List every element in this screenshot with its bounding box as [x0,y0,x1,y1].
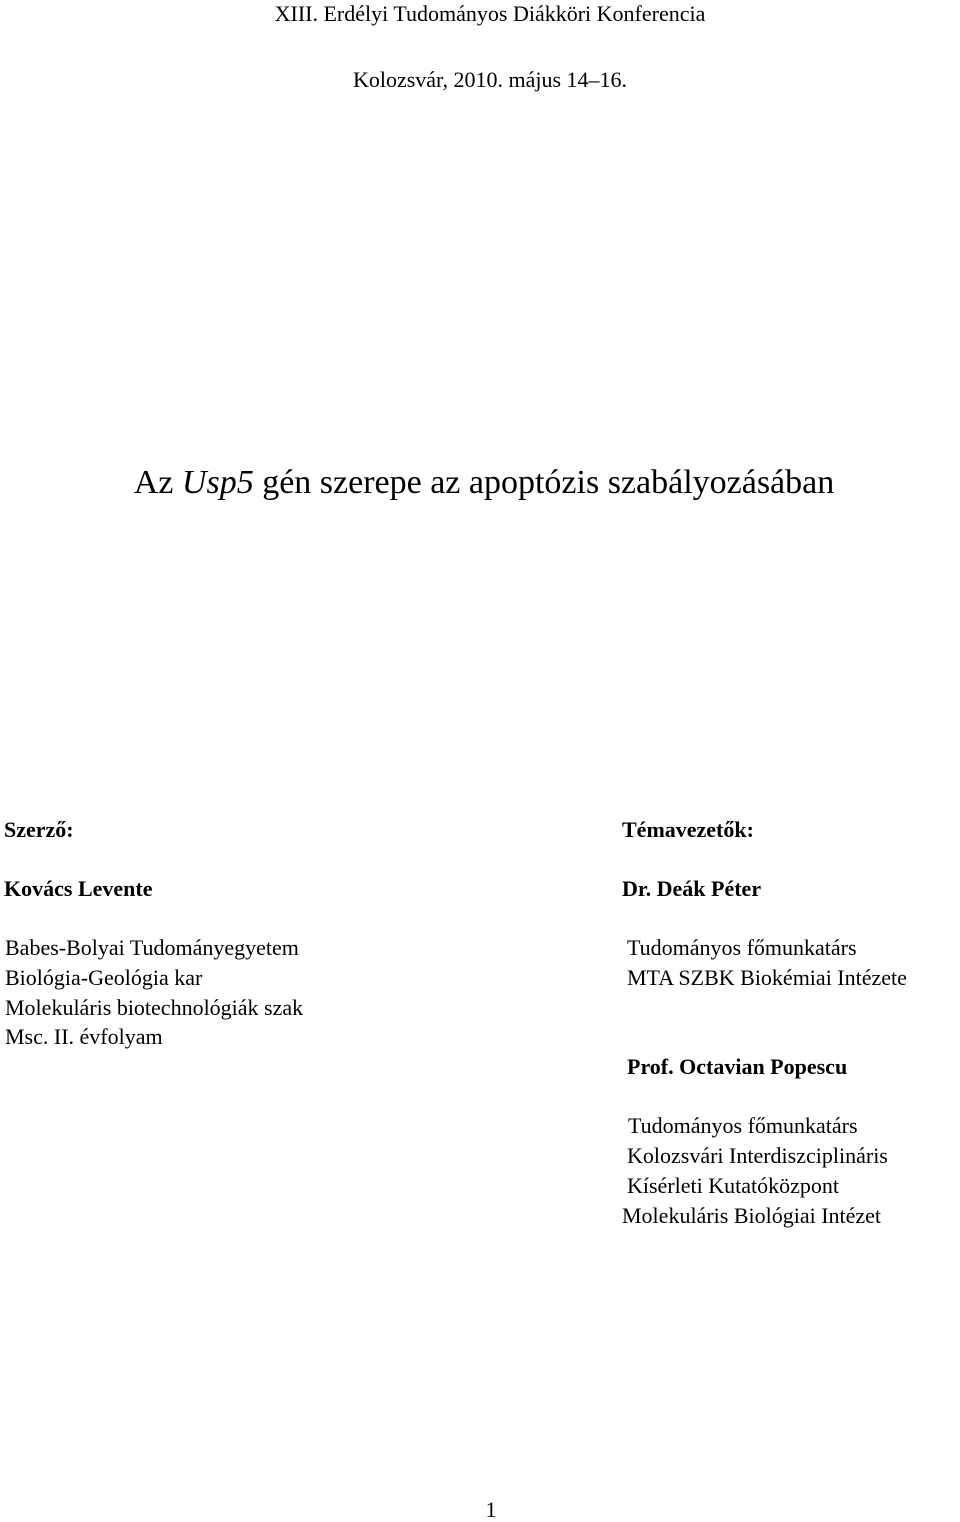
supervisor-name: Prof. Octavian Popescu [627,1054,848,1079]
supervisor-affiliation-line: Molekuláris Biológiai Intézet [622,1203,882,1228]
title-suffix: gén szerepe az apoptózis szabályozásában [253,464,835,501]
author-affiliation-line: Biológia-Geológia kar [5,965,203,990]
author-affiliation-line: Molekuláris biotechnológiák szak [5,995,304,1020]
supervisor-affiliation-line: Tudományos főmunkatárs [627,935,857,960]
title-gene: Usp5 [181,464,254,501]
conference-place-date: Kolozsvár, 2010. május 14–16. [352,67,628,92]
page-number: 1 [485,1497,497,1522]
title-prefix: Az [133,464,182,501]
supervisor-affiliation-line: MTA SZBK Biokémiai Intézete [627,965,907,990]
supervisor-affiliation-line: Kísérleti Kutatóközpont [627,1173,840,1198]
supervisor-affiliation-line: Tudományos főmunkatárs [628,1113,858,1138]
supervisor-name: Dr. Deák Péter [622,876,762,901]
conference-name: XIII. Erdélyi Tudományos Diákköri Konferencia [274,1,706,26]
author-affiliation-line: Msc. II. évfolyam [5,1024,163,1049]
author-name: Kovács Levente [4,876,153,901]
supervisors-heading: Témavezetők: [622,817,754,842]
supervisor-affiliation-line: Kolozsvári Interdiszciplináris [627,1143,888,1168]
author-heading: Szerző: [4,817,74,842]
document-title [0,466,960,500]
author-affiliation-line: Babes-Bolyai Tudományegyetem [5,935,299,960]
